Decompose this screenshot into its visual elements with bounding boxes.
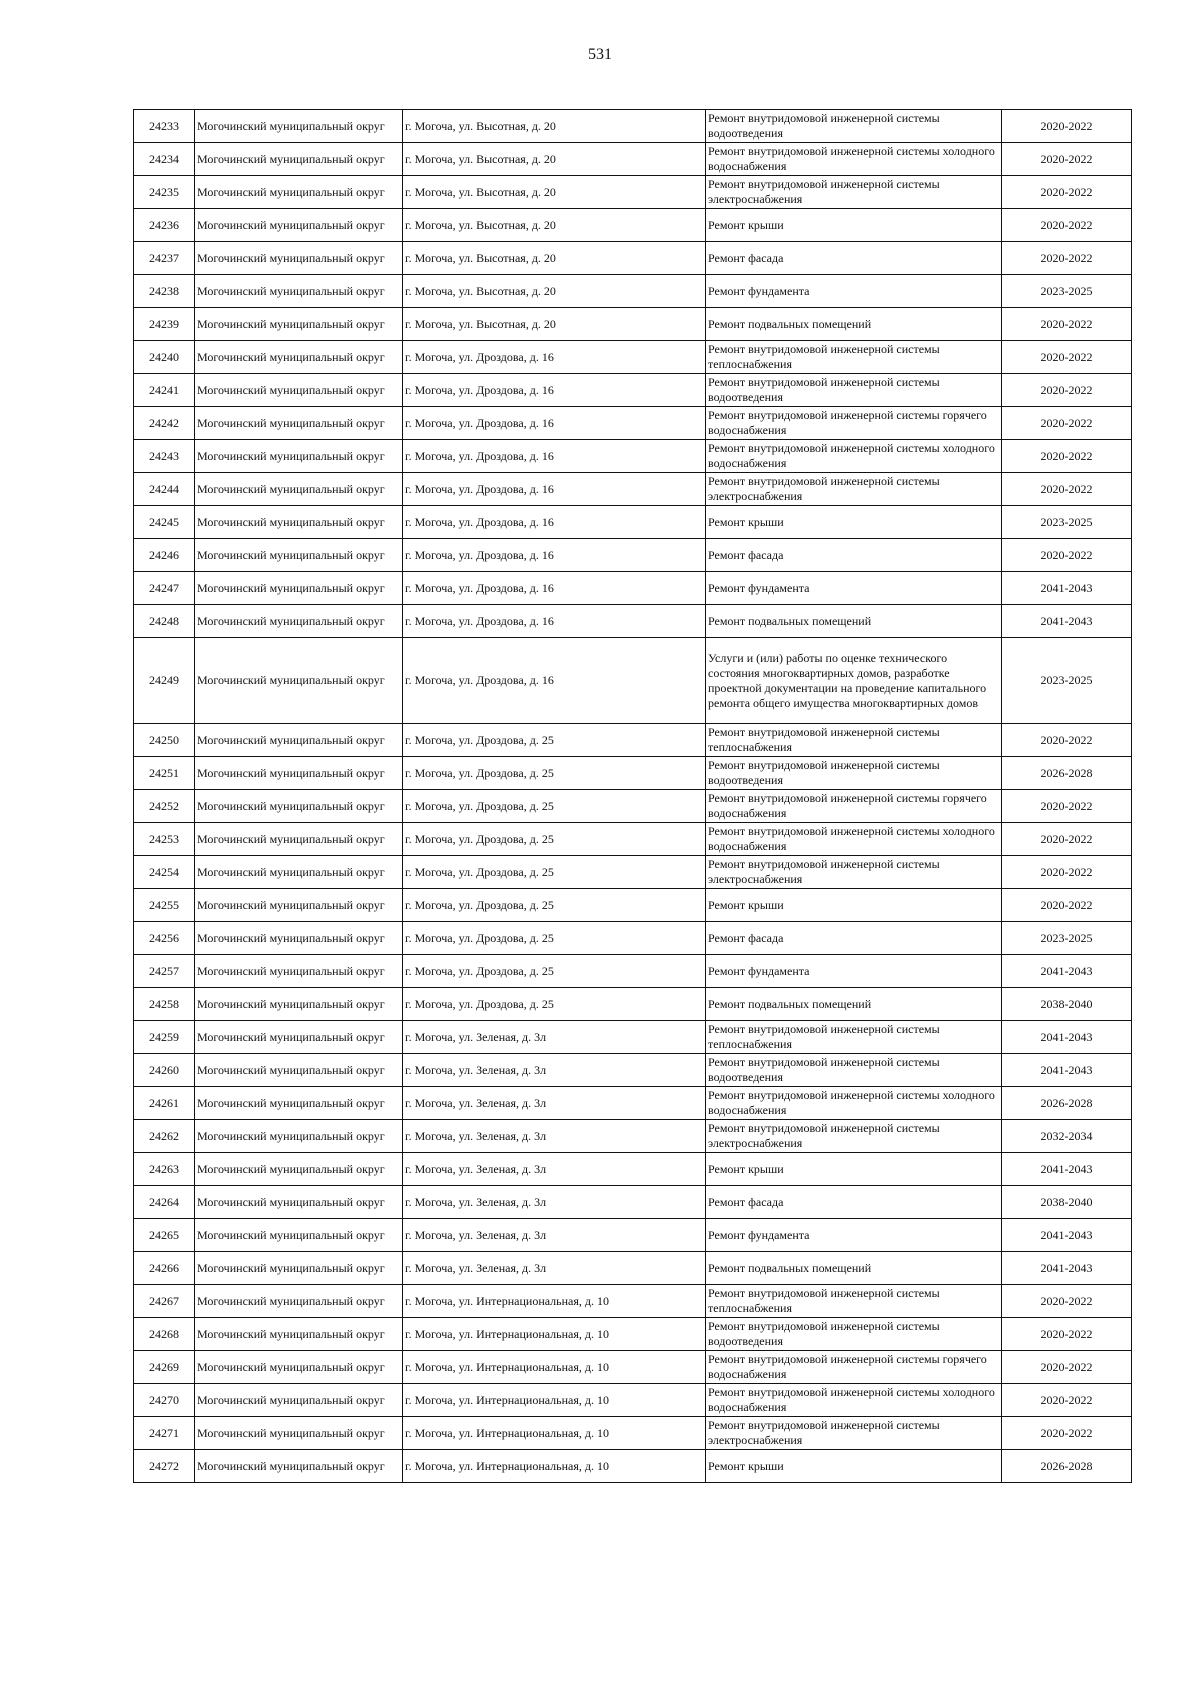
- period-cell: 2041-2043: [1002, 1021, 1132, 1054]
- work-type-cell: Ремонт внутридомовой инженерной системы водоотведения: [706, 374, 1002, 407]
- work-type-cell: Ремонт фундамента: [706, 1219, 1002, 1252]
- table-row: [134, 1153, 1132, 1186]
- period-cell: 2020-2022: [1002, 407, 1132, 440]
- municipality-cell: Могочинский муниципальный округ: [195, 1120, 403, 1153]
- row-number-cell: 24267: [134, 1285, 195, 1318]
- municipality-cell: Могочинский муниципальный округ: [195, 1186, 403, 1219]
- municipality-cell: Могочинский муниципальный округ: [195, 955, 403, 988]
- address-cell: г. Могоча, ул. Высотная, д. 20: [403, 143, 706, 176]
- table-row: [134, 889, 1132, 922]
- period-cell: 2020-2022: [1002, 374, 1132, 407]
- municipality-cell: Могочинский муниципальный округ: [195, 374, 403, 407]
- address-cell: г. Могоча, ул. Дроздова, д. 25: [403, 889, 706, 922]
- period-cell: 2041-2043: [1002, 1054, 1132, 1087]
- municipality-cell: Могочинский муниципальный округ: [195, 1285, 403, 1318]
- row-number-cell: 24235: [134, 176, 195, 209]
- period-cell: 2023-2025: [1002, 922, 1132, 955]
- period-cell: 2020-2022: [1002, 341, 1132, 374]
- work-type-cell: Ремонт подвальных помещений: [706, 308, 1002, 341]
- work-type-cell: Ремонт крыши: [706, 506, 1002, 539]
- row-number-cell: 24247: [134, 572, 195, 605]
- row-number-cell: 24237: [134, 242, 195, 275]
- work-type-cell: Ремонт внутридомовой инженерной системы водоотведения: [706, 1318, 1002, 1351]
- table-row: [134, 790, 1132, 823]
- table-row: [134, 1219, 1132, 1252]
- municipality-cell: Могочинский муниципальный округ: [195, 1384, 403, 1417]
- municipality-cell: Могочинский муниципальный округ: [195, 922, 403, 955]
- municipality-cell: Могочинский муниципальный округ: [195, 724, 403, 757]
- row-number-cell: 24272: [134, 1450, 195, 1483]
- row-number-cell: 24248: [134, 605, 195, 638]
- address-cell: г. Могоча, ул. Дроздова, д. 25: [403, 823, 706, 856]
- municipality-cell: Могочинский муниципальный округ: [195, 856, 403, 889]
- row-number-cell: 24260: [134, 1054, 195, 1087]
- table-row: [134, 143, 1132, 176]
- period-cell: 2026-2028: [1002, 1087, 1132, 1120]
- period-cell: 2020-2022: [1002, 176, 1132, 209]
- work-type-cell: Ремонт крыши: [706, 209, 1002, 242]
- period-cell: 2020-2022: [1002, 209, 1132, 242]
- period-cell: 2020-2022: [1002, 242, 1132, 275]
- period-cell: 2041-2043: [1002, 1219, 1132, 1252]
- period-cell: 2041-2043: [1002, 1153, 1132, 1186]
- period-cell: 2020-2022: [1002, 473, 1132, 506]
- work-type-cell: Ремонт внутридомовой инженерной системы теплоснабжения: [706, 1285, 1002, 1318]
- work-type-cell: Ремонт внутридомовой инженерной системы горячего водоснабжения: [706, 790, 1002, 823]
- period-cell: 2032-2034: [1002, 1120, 1132, 1153]
- row-number-cell: 24271: [134, 1417, 195, 1450]
- municipality-cell: Могочинский муниципальный округ: [195, 110, 403, 143]
- period-cell: 2041-2043: [1002, 955, 1132, 988]
- capital-repair-table: [133, 109, 1132, 1483]
- row-number-cell: 24250: [134, 724, 195, 757]
- work-type-cell: Ремонт внутридомовой инженерной системы электроснабжения: [706, 176, 1002, 209]
- period-cell: 2020-2022: [1002, 856, 1132, 889]
- work-type-cell: Ремонт внутридомовой инженерной системы холодного водоснабжения: [706, 440, 1002, 473]
- address-cell: г. Могоча, ул. Зеленая, д. 3л: [403, 1054, 706, 1087]
- work-type-cell: Ремонт внутридомовой инженерной системы электроснабжения: [706, 1120, 1002, 1153]
- table-row: [134, 539, 1132, 572]
- table-row: [134, 407, 1132, 440]
- address-cell: г. Могоча, ул. Дроздова, д. 25: [403, 856, 706, 889]
- work-type-cell: Ремонт внутридомовой инженерной системы теплоснабжения: [706, 1021, 1002, 1054]
- table-row: [134, 1186, 1132, 1219]
- row-number-cell: 24245: [134, 506, 195, 539]
- table-row: [134, 823, 1132, 856]
- period-cell: 2020-2022: [1002, 110, 1132, 143]
- address-cell: г. Могоча, ул. Интернациональная, д. 10: [403, 1318, 706, 1351]
- table-row: [134, 110, 1132, 143]
- work-type-cell: Ремонт внутридомовой инженерной системы электроснабжения: [706, 473, 1002, 506]
- municipality-cell: Могочинский муниципальный округ: [195, 242, 403, 275]
- row-number-cell: 24243: [134, 440, 195, 473]
- work-type-cell: Ремонт подвальных помещений: [706, 988, 1002, 1021]
- work-type-cell: Ремонт фасада: [706, 922, 1002, 955]
- address-cell: г. Могоча, ул. Дроздова, д. 25: [403, 988, 706, 1021]
- row-number-cell: 24262: [134, 1120, 195, 1153]
- municipality-cell: Могочинский муниципальный округ: [195, 308, 403, 341]
- period-cell: 2041-2043: [1002, 605, 1132, 638]
- municipality-cell: Могочинский муниципальный округ: [195, 539, 403, 572]
- table-row: [134, 638, 1132, 724]
- municipality-cell: Могочинский муниципальный округ: [195, 440, 403, 473]
- row-number-cell: 24270: [134, 1384, 195, 1417]
- address-cell: г. Могоча, ул. Высотная, д. 20: [403, 209, 706, 242]
- table-row: [134, 1351, 1132, 1384]
- work-type-cell: Ремонт фасада: [706, 539, 1002, 572]
- row-number-cell: 24253: [134, 823, 195, 856]
- work-type-cell: Ремонт внутридомовой инженерной системы электроснабжения: [706, 1417, 1002, 1450]
- work-type-cell: Ремонт внутридомовой инженерной системы холодного водоснабжения: [706, 823, 1002, 856]
- work-type-cell: Ремонт внутридомовой инженерной системы холодного водоснабжения: [706, 143, 1002, 176]
- row-number-cell: 24258: [134, 988, 195, 1021]
- work-type-cell: Ремонт внутридомовой инженерной системы теплоснабжения: [706, 341, 1002, 374]
- address-cell: г. Могоча, ул. Зеленая, д. 3л: [403, 1186, 706, 1219]
- work-type-cell: Ремонт фундамента: [706, 955, 1002, 988]
- period-cell: 2020-2022: [1002, 143, 1132, 176]
- address-cell: г. Могоча, ул. Дроздова, д. 16: [403, 539, 706, 572]
- work-type-cell: Ремонт крыши: [706, 1450, 1002, 1483]
- row-number-cell: 24269: [134, 1351, 195, 1384]
- address-cell: г. Могоча, ул. Высотная, д. 20: [403, 242, 706, 275]
- period-cell: 2026-2028: [1002, 757, 1132, 790]
- row-number-cell: 24233: [134, 110, 195, 143]
- row-number-cell: 24252: [134, 790, 195, 823]
- row-number-cell: 24241: [134, 374, 195, 407]
- address-cell: г. Могоча, ул. Зеленая, д. 3л: [403, 1153, 706, 1186]
- table-row: [134, 757, 1132, 790]
- address-cell: г. Могоча, ул. Интернациональная, д. 10: [403, 1285, 706, 1318]
- row-number-cell: 24254: [134, 856, 195, 889]
- table-row: [134, 1252, 1132, 1285]
- address-cell: г. Могоча, ул. Дроздова, д. 25: [403, 757, 706, 790]
- table-row: [134, 209, 1132, 242]
- table-row: [134, 856, 1132, 889]
- address-cell: г. Могоча, ул. Дроздова, д. 16: [403, 605, 706, 638]
- period-cell: 2038-2040: [1002, 988, 1132, 1021]
- table-row: [134, 1285, 1132, 1318]
- address-cell: г. Могоча, ул. Зеленая, д. 3л: [403, 1087, 706, 1120]
- work-type-cell: Ремонт внутридомовой инженерной системы теплоснабжения: [706, 724, 1002, 757]
- address-cell: г. Могоча, ул. Высотная, д. 20: [403, 176, 706, 209]
- address-cell: г. Могоча, ул. Высотная, д. 20: [403, 275, 706, 308]
- address-cell: г. Могоча, ул. Интернациональная, д. 10: [403, 1351, 706, 1384]
- row-number-cell: 24238: [134, 275, 195, 308]
- municipality-cell: Могочинский муниципальный округ: [195, 275, 403, 308]
- row-number-cell: 24259: [134, 1021, 195, 1054]
- row-number-cell: 24244: [134, 473, 195, 506]
- period-cell: 2020-2022: [1002, 1417, 1132, 1450]
- municipality-cell: Могочинский муниципальный округ: [195, 1153, 403, 1186]
- address-cell: г. Могоча, ул. Интернациональная, д. 10: [403, 1417, 706, 1450]
- address-cell: г. Могоча, ул. Дроздова, д. 16: [403, 341, 706, 374]
- row-number-cell: 24240: [134, 341, 195, 374]
- municipality-cell: Могочинский муниципальный округ: [195, 473, 403, 506]
- period-cell: 2023-2025: [1002, 638, 1132, 724]
- table-row: [134, 374, 1132, 407]
- row-number-cell: 24257: [134, 955, 195, 988]
- row-number-cell: 24242: [134, 407, 195, 440]
- period-cell: 2020-2022: [1002, 724, 1132, 757]
- table-row: [134, 341, 1132, 374]
- address-cell: г. Могоча, ул. Дроздова, д. 25: [403, 955, 706, 988]
- work-type-cell: Ремонт крыши: [706, 1153, 1002, 1186]
- work-type-cell: Ремонт подвальных помещений: [706, 605, 1002, 638]
- row-number-cell: 24266: [134, 1252, 195, 1285]
- page-number: 531: [588, 46, 612, 63]
- table-row: [134, 955, 1132, 988]
- table-row: [134, 572, 1132, 605]
- municipality-cell: Могочинский муниципальный округ: [195, 757, 403, 790]
- work-type-cell: Ремонт внутридомовой инженерной системы водоотведения: [706, 757, 1002, 790]
- municipality-cell: Могочинский муниципальный округ: [195, 889, 403, 922]
- municipality-cell: Могочинский муниципальный округ: [195, 638, 403, 724]
- period-cell: 2041-2043: [1002, 1252, 1132, 1285]
- municipality-cell: Могочинский муниципальный округ: [195, 341, 403, 374]
- address-cell: г. Могоча, ул. Зеленая, д. 3л: [403, 1120, 706, 1153]
- municipality-cell: Могочинский муниципальный округ: [195, 1351, 403, 1384]
- municipality-cell: Могочинский муниципальный округ: [195, 1219, 403, 1252]
- address-cell: г. Могоча, ул. Интернациональная, д. 10: [403, 1450, 706, 1483]
- municipality-cell: Могочинский муниципальный округ: [195, 572, 403, 605]
- work-type-cell: Ремонт подвальных помещений: [706, 1252, 1002, 1285]
- period-cell: 2020-2022: [1002, 1351, 1132, 1384]
- table-row: [134, 242, 1132, 275]
- municipality-cell: Могочинский муниципальный округ: [195, 1318, 403, 1351]
- row-number-cell: 24256: [134, 922, 195, 955]
- table-row: [134, 1384, 1132, 1417]
- address-cell: г. Могоча, ул. Дроздова, д. 16: [403, 407, 706, 440]
- work-type-cell: Ремонт внутридомовой инженерной системы горячего водоснабжения: [706, 407, 1002, 440]
- row-number-cell: 24263: [134, 1153, 195, 1186]
- table-body: [134, 110, 1132, 1483]
- table-row: [134, 605, 1132, 638]
- address-cell: г. Могоча, ул. Высотная, д. 20: [403, 110, 706, 143]
- address-cell: г. Могоча, ул. Зеленая, д. 3л: [403, 1021, 706, 1054]
- table-row: [134, 988, 1132, 1021]
- address-cell: г. Могоча, ул. Дроздова, д. 16: [403, 473, 706, 506]
- period-cell: 2020-2022: [1002, 539, 1132, 572]
- municipality-cell: Могочинский муниципальный округ: [195, 605, 403, 638]
- table-row: [134, 1450, 1132, 1483]
- address-cell: г. Могоча, ул. Дроздова, д. 16: [403, 638, 706, 724]
- address-cell: г. Могоча, ул. Дроздова, д. 25: [403, 724, 706, 757]
- municipality-cell: Могочинский муниципальный округ: [195, 988, 403, 1021]
- row-number-cell: 24264: [134, 1186, 195, 1219]
- municipality-cell: Могочинский муниципальный округ: [195, 506, 403, 539]
- period-cell: 2020-2022: [1002, 1318, 1132, 1351]
- work-type-cell: Ремонт фундамента: [706, 275, 1002, 308]
- table-row: [134, 724, 1132, 757]
- table-row: [134, 440, 1132, 473]
- row-number-cell: 24234: [134, 143, 195, 176]
- work-type-cell: Услуги и (или) работы по оценке технического состояния многоквартирных домов, разработке проектной документации на проведение капитального ремонта общего имущества многоквартирных домов: [706, 638, 1002, 724]
- period-cell: 2023-2025: [1002, 506, 1132, 539]
- municipality-cell: Могочинский муниципальный округ: [195, 823, 403, 856]
- work-type-cell: Ремонт крыши: [706, 889, 1002, 922]
- municipality-cell: Могочинский муниципальный округ: [195, 209, 403, 242]
- period-cell: 2041-2043: [1002, 572, 1132, 605]
- work-type-cell: Ремонт внутридомовой инженерной системы холодного водоснабжения: [706, 1384, 1002, 1417]
- address-cell: г. Могоча, ул. Зеленая, д. 3л: [403, 1252, 706, 1285]
- row-number-cell: 24251: [134, 757, 195, 790]
- address-cell: г. Могоча, ул. Зеленая, д. 3л: [403, 1219, 706, 1252]
- municipality-cell: Могочинский муниципальный округ: [195, 407, 403, 440]
- period-cell: 2020-2022: [1002, 1384, 1132, 1417]
- row-number-cell: 24236: [134, 209, 195, 242]
- row-number-cell: 24261: [134, 1087, 195, 1120]
- row-number-cell: 24265: [134, 1219, 195, 1252]
- period-cell: 2038-2040: [1002, 1186, 1132, 1219]
- address-cell: г. Могоча, ул. Интернациональная, д. 10: [403, 1384, 706, 1417]
- address-cell: г. Могоча, ул. Дроздова, д. 16: [403, 440, 706, 473]
- table-row: [134, 308, 1132, 341]
- table-row: [134, 922, 1132, 955]
- work-type-cell: Ремонт фасада: [706, 1186, 1002, 1219]
- table-row: [134, 176, 1132, 209]
- address-cell: г. Могоча, ул. Дроздова, д. 16: [403, 572, 706, 605]
- period-cell: 2020-2022: [1002, 308, 1132, 341]
- work-type-cell: Ремонт внутридомовой инженерной системы водоотведения: [706, 110, 1002, 143]
- table-row: [134, 1318, 1132, 1351]
- row-number-cell: 24249: [134, 638, 195, 724]
- period-cell: 2020-2022: [1002, 889, 1132, 922]
- work-type-cell: Ремонт внутридомовой инженерной системы водоотведения: [706, 1054, 1002, 1087]
- row-number-cell: 24268: [134, 1318, 195, 1351]
- municipality-cell: Могочинский муниципальный округ: [195, 1252, 403, 1285]
- period-cell: 2020-2022: [1002, 1285, 1132, 1318]
- table-row: [134, 1021, 1132, 1054]
- address-cell: г. Могоча, ул. Дроздова, д. 16: [403, 506, 706, 539]
- municipality-cell: Могочинский муниципальный округ: [195, 176, 403, 209]
- municipality-cell: Могочинский муниципальный округ: [195, 1450, 403, 1483]
- period-cell: 2020-2022: [1002, 823, 1132, 856]
- municipality-cell: Могочинский муниципальный округ: [195, 1021, 403, 1054]
- address-cell: г. Могоча, ул. Высотная, д. 20: [403, 308, 706, 341]
- work-type-cell: Ремонт внутридомовой инженерной системы холодного водоснабжения: [706, 1087, 1002, 1120]
- municipality-cell: Могочинский муниципальный округ: [195, 1087, 403, 1120]
- address-cell: г. Могоча, ул. Дроздова, д. 25: [403, 922, 706, 955]
- table-row: [134, 1054, 1132, 1087]
- table-row: [134, 1087, 1132, 1120]
- period-cell: 2020-2022: [1002, 440, 1132, 473]
- row-number-cell: 24239: [134, 308, 195, 341]
- table-row: [134, 275, 1132, 308]
- work-type-cell: Ремонт фасада: [706, 242, 1002, 275]
- municipality-cell: Могочинский муниципальный округ: [195, 790, 403, 823]
- table-row: [134, 1120, 1132, 1153]
- address-cell: г. Могоча, ул. Дроздова, д. 25: [403, 790, 706, 823]
- period-cell: 2026-2028: [1002, 1450, 1132, 1483]
- work-type-cell: Ремонт внутридомовой инженерной системы горячего водоснабжения: [706, 1351, 1002, 1384]
- period-cell: 2023-2025: [1002, 275, 1132, 308]
- work-type-cell: Ремонт внутридомовой инженерной системы электроснабжения: [706, 856, 1002, 889]
- address-cell: г. Могоча, ул. Дроздова, д. 16: [403, 374, 706, 407]
- period-cell: 2020-2022: [1002, 790, 1132, 823]
- table-row: [134, 1417, 1132, 1450]
- work-type-cell: Ремонт фундамента: [706, 572, 1002, 605]
- municipality-cell: Могочинский муниципальный округ: [195, 1054, 403, 1087]
- table-row: [134, 473, 1132, 506]
- municipality-cell: Могочинский муниципальный округ: [195, 1417, 403, 1450]
- row-number-cell: 24255: [134, 889, 195, 922]
- municipality-cell: Могочинский муниципальный округ: [195, 143, 403, 176]
- table-row: [134, 506, 1132, 539]
- row-number-cell: 24246: [134, 539, 195, 572]
